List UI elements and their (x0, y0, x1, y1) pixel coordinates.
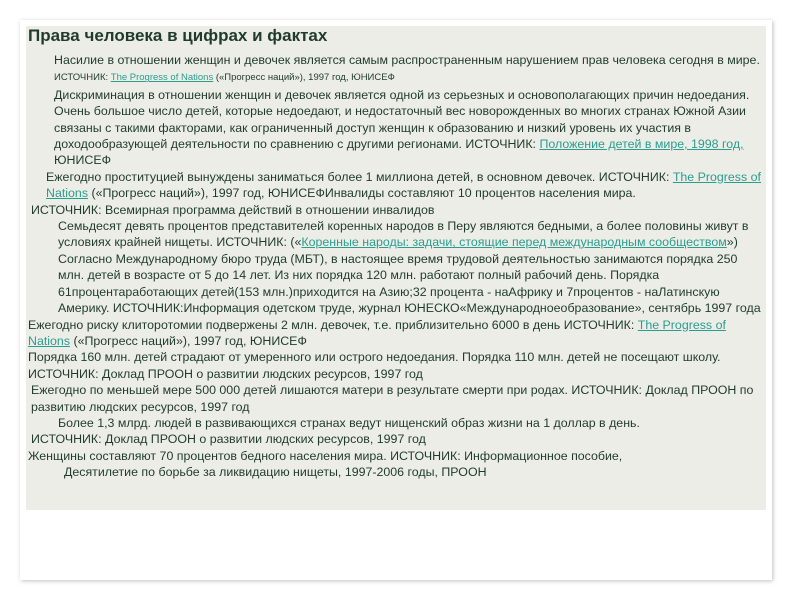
text-panel (26, 26, 766, 510)
slide (20, 20, 772, 580)
source-link-indigenous-peoples[interactable]: Коренные народы: задачи, стоящие перед международным сообществом (301, 235, 727, 250)
paragraph-6: Согласно Международному бюро труда (МБТ), в настоящее время трудовой деятельностью занимаются порядка 250 млн. детей в возрасте от 5 до 14 лет. Из них порядка 120 млн. работают полный рабочий день. Порядка 61процентаработающих детей(153 млн.)приходится на Азию;32 процента - наАфрику и 7процентов - наЛатинскую Америку. ИСТОЧНИК:Информация одетском труде, журнал ЮНЕСКО«Международноеобразование», сентябрь 1997 года (58, 251, 761, 316)
paragraph-3-text: Ежегодно проституцией вынуждены заниматься более 1 миллиона детей, в основном девочек. ИСТОЧНИК: (46, 169, 673, 184)
paragraph-3-source-rest: («Прогресс наций»), 1997 год, ЮНИСЕФИнвалиды составляют 10 процентов населения мира. (88, 186, 636, 201)
source-link-progress-of-nations-3[interactable]: The Progress of Nations (28, 317, 726, 348)
paragraph-2-source-rest: ЮНИСЕФ (54, 153, 112, 168)
paragraph-2 (28, 87, 766, 169)
paragraph-13: Десятилетие по борьбе за ликвидацию нищеты, 1997-2006 годы, ПРООН (64, 465, 487, 480)
paragraph-3 (28, 169, 766, 202)
paragraph-2-text: Дискриминация в отношении женщин и девочек является одной из серьезных и основополагающих причин недоедания. Очень большое число детей, которые недоедают, и недостаточный вес новорожденных во многих странах Южной Азии связаны с такими факторами, как ограниченный доступ женщин к образованию и низкий уровень их участия в доходообразующей деятельности по сравнению с другими регионами. ИСТОЧНИК: (54, 87, 750, 152)
paragraph-8: Порядка 160 млн. детей страдают от умеренного или острого недоедания. Порядка 110 млн. детей не посещают школу. ИСТОЧНИК: Доклад ПРООН о развитии людских ресурсов, 1997 год (28, 350, 721, 381)
paragraph-5 (28, 218, 766, 251)
paragraph-7 (28, 317, 766, 350)
paragraph-5-text: Семьдесят девять процентов представителей коренных народов в Перу являются бедными, а более половины живут в условиях крайней нищеты. ИСТОЧНИК: (« (58, 219, 749, 250)
paragraph-11: ИСТОЧНИК: Доклад ПРООН о развитии людских ресурсов, 1997 год (31, 432, 426, 447)
paragraph-1-text: Насилие в отношении женщин и девочек является самым распространенным нарушением прав человека сегодня в мире. (54, 53, 760, 67)
paragraph-7-source-rest: («Прогресс наций»), 1997 год, ЮНИСЕФ (70, 333, 307, 348)
paragraph-7-text: Ежегодно риску клиторотомии подвержены 2 млн. девочек, т.е. приблизительно 6000 в день ИСТОЧНИК: (28, 317, 638, 332)
source-link-progress-of-nations-2[interactable]: The Progress of Nations (46, 169, 761, 201)
paragraph-1-source-rest: («Прогресс наций»), 1997 год, ЮНИСЕФ (213, 72, 395, 84)
paragraph-1 (28, 52, 766, 87)
source-link-progress-of-nations-1[interactable]: The Progress of Nations (110, 72, 214, 84)
paragraph-9: Ежегодно по меньшей мере 500 000 детей лишаются матери в результате смерти при родах. ИСТОЧНИК: Доклад ПРООН по развитию людских ресурсов, 1997 год (31, 383, 754, 414)
source-link-state-of-children[interactable]: Положение детей в мире, 1998 год, (539, 137, 744, 152)
page-title: Права человека в цифрах и фактах (28, 26, 328, 45)
text-body (28, 52, 766, 481)
paragraph-12: Женщины составляют 70 процентов бедного населения мира. ИСТОЧНИК: Информационное пособие, (28, 448, 623, 463)
paragraph-1-source-label: ИСТОЧНИК: (54, 72, 111, 84)
paragraph-10: Более 1,3 млрд. людей в развивающихся странах ведут нищенский образ жизни на 1 доллар в день. (58, 415, 640, 430)
paragraph-5-source-rest: ») (726, 235, 738, 250)
paragraph-4: ИСТОЧНИК: Всемирная программа действий в отношении инвалидов (31, 202, 435, 217)
